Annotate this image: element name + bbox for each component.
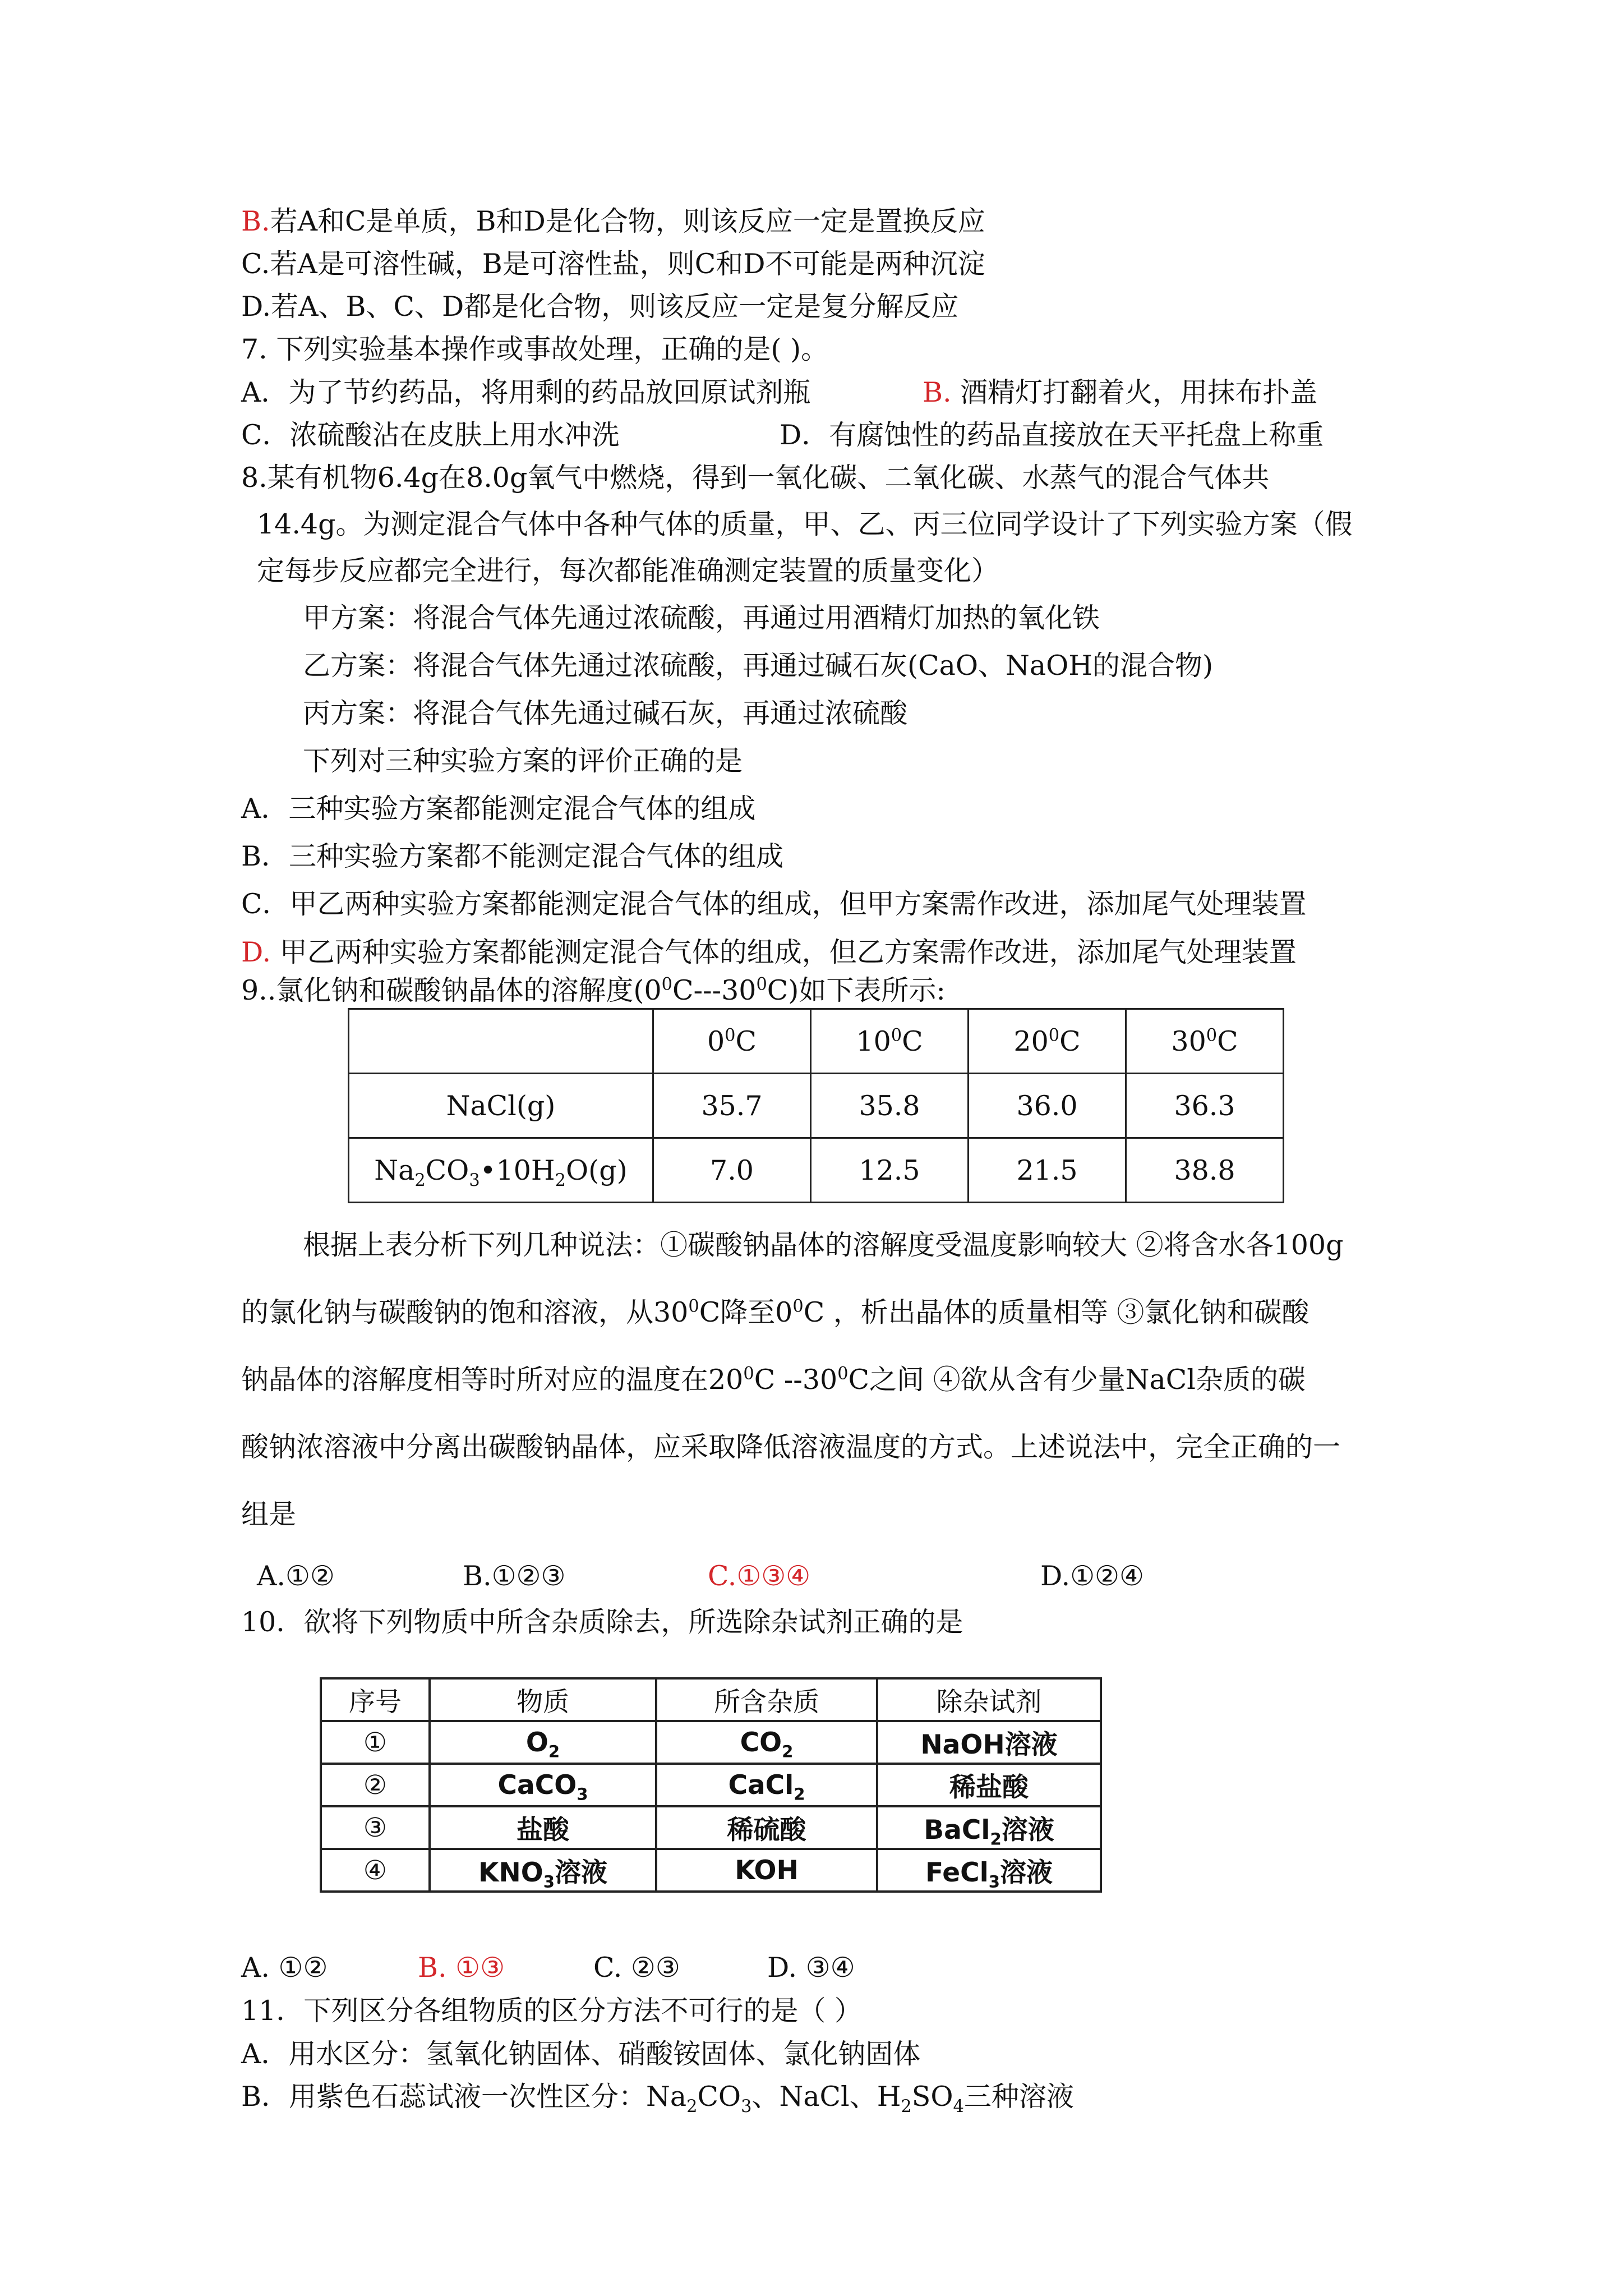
q7-option-c: C．浓硫酸沾在皮肤上用水冲洗 [241,419,620,451]
table-row [321,1849,1101,1892]
table-header-cell: 序号 [321,1678,430,1721]
table-row [349,1009,1284,1074]
table-cell: $CO_2$ [656,1721,877,1764]
table-cell: 21.5 [969,1138,1126,1203]
q8-plan-yi: 乙方案：将混合气体先通过浓硫酸，再通过碱石灰(CaO、NaOH的混合物) [303,650,1214,682]
table-cell: 35.8 [811,1074,969,1138]
q8-stem-line1: 8.某有机物6.4g在8.0g氧气中燃烧，得到一氧化碳、二氧化碳、水蒸气的混合气体共 [241,462,1270,494]
table-header-cell: 物质 [430,1678,656,1721]
q8-stem-line3: 定每步反应都完全进行，每次都能准确测定装置的质量变化） [257,555,999,587]
q7-option-a: A．为了节约药品，将用剩的药品放回原试剂瓶 [241,376,811,408]
table-cell: 稀盐酸 [877,1764,1101,1806]
table-row [349,1138,1284,1203]
q10-option-d: D. ③④ [767,1952,855,1984]
q8-option-c: C．甲乙两种实验方案都能测定混合气体的组成，但甲方案需作改进，添加尾气处理装置 [241,888,1307,920]
table-cell: $Na_2CO_3•10H_2O(g)$ [349,1138,653,1203]
table-cell: 38.8 [1126,1138,1284,1203]
table-header-cell: 除杂试剂 [877,1678,1101,1721]
q7-stem: 7. 下列实验基本操作或事故处理，正确的是( )。 [241,333,829,365]
table-row [321,1806,1101,1849]
table-cell: NaOH溶液 [877,1721,1101,1764]
q6-option-b-letter: B. [241,205,270,237]
q9-para-line1: 根据上表分析下列几种说法：①碳酸钠晶体的溶解度受温度影响较大 ②将含水各100g [303,1229,1344,1261]
q8-option-a: A．三种实验方案都能测定混合气体的组成 [241,793,756,825]
table-cell: 7.0 [653,1138,811,1203]
table-cell [349,1009,653,1074]
table-cell: 稀硫酸 [656,1806,877,1849]
q9-option-d: D.①②④ [1040,1560,1144,1592]
table-header-cell: 所含杂质 [656,1678,877,1721]
q11-option-b: B．用紫色石蕊试液一次性区分：$Na_2CO_3$、NaCl、$H_2SO_4$三种溶液 [241,2081,1074,2116]
q7-option-b-letter: B. [923,376,952,408]
table-header-cell: $0^0C$ [653,1009,811,1074]
table-header-cell: $10^0C$ [811,1009,969,1074]
q9-option-c: C.①③④ [708,1560,811,1592]
table-cell: 36.0 [969,1074,1126,1138]
table-cell: $KNO_3$溶液 [430,1849,656,1892]
q8-question: 下列对三种实验方案的评价正确的是 [303,745,743,777]
q7-option-d: D．有腐蚀性的药品直接放在天平托盘上称重 [780,419,1324,451]
solubility-table [348,1008,1284,1203]
q10-option-b: B. ①③ [418,1952,505,1984]
table-row [321,1764,1101,1806]
q8-option-d: D. 甲乙两种实验方案都能测定混合气体的组成，但乙方案需作改进，添加尾气处理装置 [241,936,1297,968]
table-cell: ① [321,1721,430,1764]
table-row [321,1721,1101,1764]
impurity-table [320,1677,1102,1893]
q8-option-b: B．三种实验方案都不能测定混合气体的组成 [241,840,784,872]
q7-option-b: B. 酒精灯打翻着火，用抹布扑盖 [923,376,1318,408]
q9-para-line5: 组是 [241,1498,297,1530]
table-row [349,1074,1284,1138]
q11-stem: 11．下列区分各组物质的区分方法不可行的是（ ） [241,1995,862,2027]
q9-stem: 9..氯化钠和碳酸钠晶体的溶解度$(0^0C---30^0C)$如下表所示: [241,974,946,1006]
table-cell: KOH [656,1849,877,1892]
q6-option-b [241,205,985,238]
q9-para-line2: 的氯化钠与碳酸钠的饱和溶液，从$30^0C$降至$0^0C$ ，析出晶体的质量相等 ③氯化钠和碳酸 [241,1296,1310,1328]
q6-option-d: D.若A、B、C、D都是化合物，则该反应一定是复分解反应 [241,291,959,323]
table-cell: ④ [321,1849,430,1892]
q8-plan-bing: 丙方案：将混合气体先通过碱石灰，再通过浓硫酸 [303,697,908,729]
table-cell: 盐酸 [430,1806,656,1849]
q11-option-a: A．用水区分：氢氧化钠固体、硝酸铵固体、氯化钠固体 [241,2038,921,2070]
table-cell: 35.7 [653,1074,811,1138]
table-header-cell: $20^0C$ [969,1009,1126,1074]
q9-para-line4: 酸钠浓溶液中分离出碳酸钠晶体，应采取降低溶液温度的方式。上述说法中，完全正确的一 [241,1431,1341,1463]
table-cell: 36.3 [1126,1074,1284,1138]
q10-option-a: A. ①② [241,1952,328,1984]
table-cell: CaCl$_2$ [656,1764,877,1806]
q9-para-line3: 钠晶体的溶解度相等时所对应的温度在$20^0C$ $--30^0C$之间 ④欲从含有少量NaCl杂质的碳 [241,1364,1306,1396]
table-cell: BaCl$_2$溶液 [877,1806,1101,1849]
q9-option-b: B.①②③ [463,1560,566,1592]
table-cell: FeCl$_3$溶液 [877,1849,1101,1892]
table-cell: $O_2$ [430,1721,656,1764]
table-header-cell: $30^0C$ [1126,1009,1284,1074]
q8-option-d-letter: D. [241,936,271,968]
table-cell: NaCl(g) [349,1074,653,1138]
q10-option-c: C. ②③ [593,1952,680,1984]
q10-stem: 10．欲将下列物质中所含杂质除去，所选除杂试剂正确的是 [241,1606,963,1638]
q8-plan-jia: 甲方案：将混合气体先通过浓硫酸，再通过用酒精灯加热的氧化铁 [303,602,1100,634]
q6-option-b-text: 若A和C是单质，B和D是化合物，则该反应一定是置换反应 [270,205,985,237]
q9-option-a: A.①② [257,1560,335,1592]
table-row [321,1678,1101,1721]
table-cell: ③ [321,1806,430,1849]
q6-option-c: C.若A是可溶性碱，B是可溶性盐，则C和D不可能是两种沉淀 [241,248,985,280]
q8-stem-line2: 14.4g。为测定混合气体中各种气体的质量，甲、乙、丙三位同学设计了下列实验方案（假 [257,508,1353,540]
table-cell: ② [321,1764,430,1806]
table-cell: 12.5 [811,1138,969,1203]
table-cell: CaCO$_3$ [430,1764,656,1806]
